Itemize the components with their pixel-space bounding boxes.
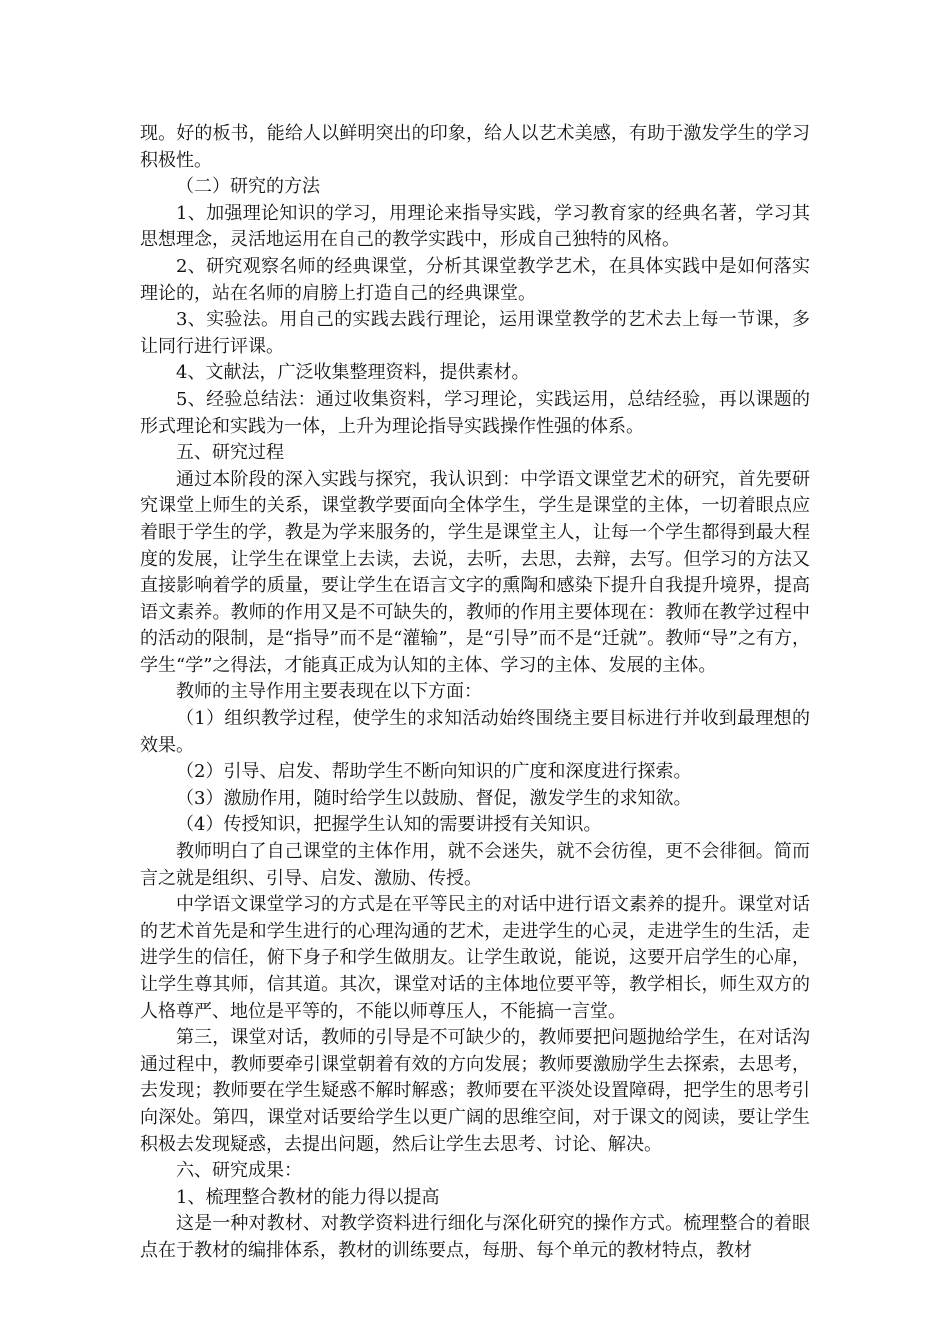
paragraph-process-body: 通过本阶段的深入实践与探究，我认识到：中学语文课堂艺术的研究，首先要研究课堂上师生的关系，课堂教学要面向全体学生，学生是课堂的主体，一切着眼点应着眼于学生的学，教是为学来服务的，学生是课堂主人，让每一个学生都得到最大程度的发展，让学生在课堂上去读，去说，去听，去思，去辩，去写。但学习的方法又直接影响着学的质量，要让学生在语言文字的熏陶和感染下提升自我提升境界，提高语文素养。教师的作用又是不可缺失的，教师的作用主要体现在：教师在教学过程中的活动的限制，是“指导”而不是“灌输”，是“引导”而不是“迁就”。教师“导”之有方，学生“学”之得法，才能真正成为认知的主体、学习的主体、发展的主体。 [140, 468, 810, 676]
section-heading-results: 六、研究成果： [176, 1160, 302, 1182]
teacher-role-item-2: （2）引导、启发、帮助学生不断向知识的广度和深度进行探索。 [176, 761, 692, 783]
teacher-role-item-4: （4）传授知识，把握学生认知的需要讲授有关知识。 [176, 814, 602, 836]
method-item-3: 3、实验法。用自己的实践去践行理论，运用课堂教学的艺术去上每一节课，多让同行进行评课。 [140, 309, 810, 357]
section-heading-process: 五、研究过程 [176, 442, 284, 464]
method-item-1: 1、加强理论知识的学习，用理论来指导实践，学习教育家的经典名著，学习其思想理念，灵活地运用在自己的教学实践中，形成自己独特的风格。 [140, 202, 810, 251]
method-item-5: 5、经验总结法：通过收集资料，学习理论，实践运用，总结经验，再以课题的形式理论和实践为一体，上升为理论指导实践操作性强的体系。 [140, 388, 810, 437]
paragraph-teacher-role-intro: 教师的主导作用主要表现在以下方面： [176, 681, 482, 703]
teacher-role-item-3: （3）激励作用，随时给学生以鼓励、督促，激发学生的求知欲。 [176, 787, 692, 809]
result-item-1-heading: 1、梳理整合教材的能力得以提高 [176, 1186, 440, 1208]
paragraph-continuation: 现。好的板书，能给人以鲜明突出的印象，给人以艺术美感，有助于激发学生的学习积极性。 [140, 123, 810, 171]
paragraph-result-1-body: 这是一种对教材、对教学资料进行细化与深化研究的操作方式。梳理整合的着眼点在于教材的编排体系，教材的训练要点，每册、每个单元的教材特点，教材 [140, 1213, 810, 1261]
paragraph-third-fourth: 第三，课堂对话，教师的引导是不可缺少的，教师要把问题抛给学生，在对话沟通过程中，教师要牵引课堂朝着有效的方向发展；教师要激励学生去探索，去思考，去发现；教师要在学生疑惑不解时解惑；教师要在平淡处设置障碍，把学生的思考引向深处。第四，课堂对话要给学生以更广阔的思维空间，对于课文的阅读，要让学生积极去发现疑惑，去提出问题，然后让学生去思考、讨论、解决。 [140, 1027, 810, 1155]
teacher-role-item-1: （1）组织教学过程，使学生的求知活动始终围绕主要目标进行并收到最理想的效果。 [140, 708, 810, 756]
method-item-4: 4、文献法，广泛收集整理资料，提供素材。 [176, 362, 530, 384]
document-page [140, 121, 810, 1265]
paragraph-summary: 教师明白了自己课堂的主体作用，就不会迷失，就不会彷徨，更不会徘徊。简而言之就是组织、引导、启发、激励、传授。 [140, 841, 810, 889]
section-heading-methods: （二）研究的方法 [176, 176, 320, 198]
paragraph-dialogue: 中学语文课堂学习的方式是在平等民主的对话中进行语文素养的提升。课堂对话的艺术首先是和学生进行的心理沟通的艺术，走进学生的心灵，走进学生的生活，走进学生的信任，俯下身子和学生做朋友。让学生敢说，能说，这要开启学生的心扉，让学生尊其师，信其道。其次，课堂对话的主体地位要平等，教学相长，师生双方的人格尊严、地位是平等的，不能以师尊压人，不能搞一言堂。 [140, 894, 810, 1022]
method-item-2: 2、研究观察名师的经典课堂，分析其课堂教学艺术，在具体实践中是如何落实理论的，站在名师的肩膀上打造自己的经典课堂。 [140, 255, 810, 304]
